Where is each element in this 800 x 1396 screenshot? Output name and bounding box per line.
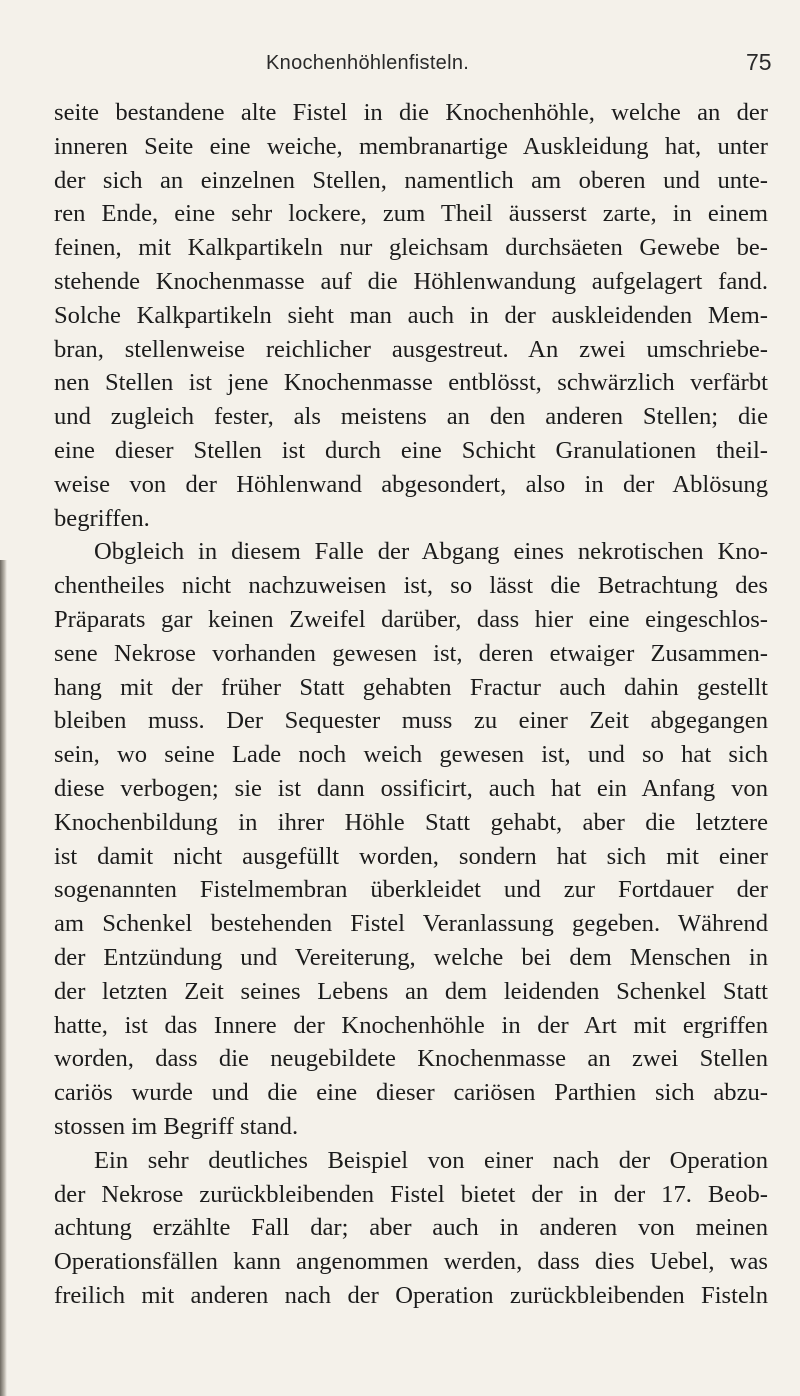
running-head — [0, 49, 800, 82]
page-edge-shadow — [0, 560, 7, 1396]
text-line: sogenannten Fistelmembran überkleidet und zur Fortdauer der — [54, 876, 768, 904]
text-line: stossen im Begriff stand. — [54, 1112, 299, 1140]
text-line: Operationsfällen kann angenommen werden, dass dies Uebel, was — [54, 1248, 768, 1276]
page-number: 75 — [746, 49, 772, 75]
text-line: weise von der Höhlenwand abgesondert, also in der Ablösung — [54, 470, 768, 498]
text-line: Knochenbildung in ihrer Höhle Statt gehabt, aber die letztere — [54, 808, 768, 836]
text-line: achtung erzählte Fall dar; aber auch in anderen von meinen — [54, 1214, 768, 1242]
text-line: und zugleich fester, als meistens an den anderen Stellen; die — [54, 403, 768, 431]
text-line: inneren Seite eine weiche, membranartige Auskleidung hat, unter — [54, 132, 768, 160]
text-line: sein, wo seine Lade noch weich gewesen ist, und so hat sich — [54, 741, 768, 769]
text-line: bran, stellenweise reichlicher ausgestreut. An zwei umschriebe- — [54, 335, 768, 363]
text-line: seite bestandene alte Fistel in die Knochenhöhle, welche an der — [54, 99, 768, 126]
running-title: Knochenhöhlenfisteln. — [266, 52, 470, 74]
text-line: stehende Knochenmasse auf die Höhlenwandung aufgelagert fand. — [54, 267, 768, 295]
text-line: eine dieser Stellen ist durch eine Schicht Granulationen theil- — [54, 436, 768, 464]
body-text — [54, 96, 768, 1313]
text-line: Solche Kalkpartikeln sieht man auch in der auskleidenden Mem- — [54, 301, 768, 329]
text-line: ist damit nicht ausgefüllt worden, sondern hat sich mit einer — [54, 842, 768, 870]
text-line: ren Ende, eine sehr lockere, zum Theil äusserst zarte, in einem — [54, 200, 768, 228]
text-line: Ein sehr deutliches Beispiel von einer nach der Operation — [94, 1146, 768, 1174]
text-line: der Nekrose zurückbleibenden Fistel bietet der in der 17. Beob- — [54, 1180, 768, 1208]
text-line: worden, dass die neugebildete Knochenmasse an zwei Stellen — [54, 1045, 768, 1073]
text-line: diese verbogen; sie ist dann ossificirt, auch hat ein Anfang von — [54, 774, 768, 802]
text-line: der Entzündung und Vereiterung, welche bei dem Menschen in — [54, 943, 768, 971]
text-line: chentheiles nicht nachzuweisen ist, so lässt die Betrachtung des — [54, 572, 768, 600]
text-line: bleiben muss. Der Sequester muss zu einer Zeit abgegangen — [54, 707, 768, 735]
text-line: cariös wurde und die eine dieser cariösen Parthien sich abzu- — [54, 1079, 768, 1107]
text-line: hatte, ist das Innere der Knochenhöhle in der Art mit ergriffen — [54, 1011, 768, 1039]
text-line: am Schenkel bestehenden Fistel Veranlassung gegeben. Während — [54, 910, 768, 938]
text-line: der sich an einzelnen Stellen, namentlich am oberen und unte- — [54, 166, 768, 194]
text-line: freilich mit anderen nach der Operation zurückbleibenden Fisteln — [54, 1281, 768, 1309]
text-line: sene Nekrose vorhanden gewesen ist, deren etwaiger Zusammen- — [54, 639, 768, 667]
text-line: feinen, mit Kalkpartikeln nur gleichsam durchsäeten Gewebe be- — [54, 234, 768, 262]
text-line: hang mit der früher Statt gehabten Fractur auch dahin gestellt — [54, 673, 768, 701]
text-line: Präparats gar keinen Zweifel darüber, dass hier eine eingeschlos- — [54, 605, 768, 633]
text-line: nen Stellen ist jene Knochenmasse entblösst, schwärzlich verfärbt — [54, 369, 768, 397]
text-line: begriffen. — [54, 504, 150, 532]
text-line: Obgleich in diesem Falle der Abgang eines nekrotischen Kno- — [94, 538, 768, 566]
text-line: der letzten Zeit seines Lebens an dem leidenden Schenkel Statt — [54, 977, 768, 1005]
